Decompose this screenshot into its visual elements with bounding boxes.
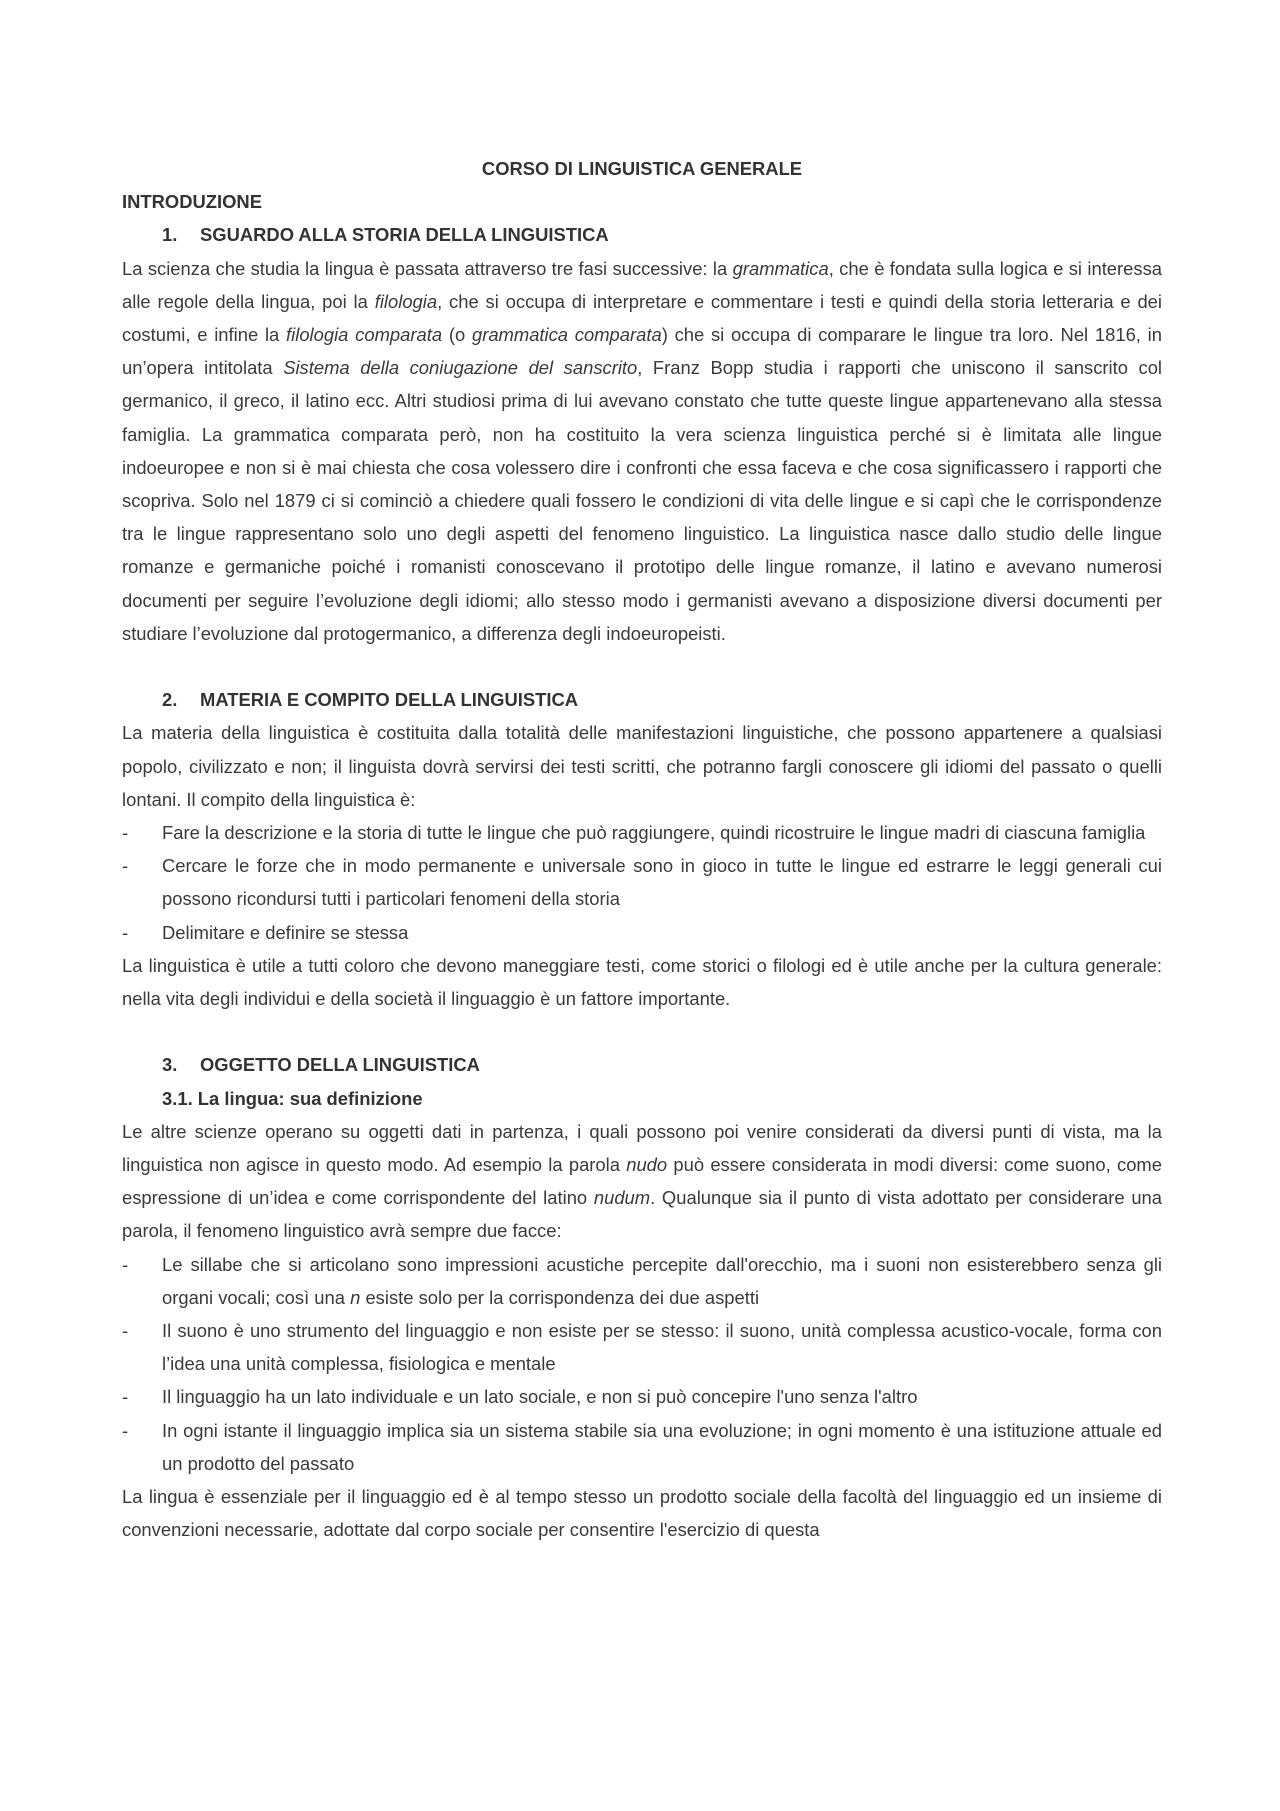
list-item-text: Il suono è uno strumento del linguaggio e non esiste per se stesso: il suono, unità complessa acustico-vocale, forma con l’idea una unità complessa, fisiologica e mentale	[162, 1320, 1162, 1375]
paragraph-oggetto	[122, 1115, 1162, 1248]
section-heading-1	[122, 218, 1162, 251]
list-item	[122, 916, 1162, 949]
dash-marker: -	[122, 822, 129, 844]
section-title: MATERIA E COMPITO DELLA LINGUISTICA	[200, 689, 579, 711]
italic-term: Sistema della coniugazione del sanscrito	[283, 357, 638, 379]
section-number: 3.	[162, 1054, 178, 1076]
paragraph-history	[122, 252, 1162, 650]
list-item	[122, 1248, 1162, 1314]
text-run: Le altre scienze operano su oggetti dati in partenza, i quali possono poi venire considerati da diversi punti di vista, ma la linguistica non agisce in questo modo. Ad esempio la parola	[122, 1120, 1162, 1176]
list-item	[122, 1380, 1162, 1413]
section-heading-2	[122, 683, 1162, 716]
compiti-list	[122, 816, 1162, 949]
text-run: ) che si occupa di comparare le lingue tra loro. Nel 1816, in un’opera intitolata	[122, 324, 1162, 379]
intro-heading: INTRODUZIONE	[122, 191, 262, 213]
italic-term: n	[350, 1286, 361, 1308]
text-run: , Franz Bopp studia i rapporti che uniscono il sanscrito col germanico, il greco, il latino ecc. Altri studiosi prima di lui avevano constato che tutte queste lingue appartenevano alla stessa famiglia. La grammatica comparata però, non ha costituito la vera scienza linguistica perché si è limitata alle lingue indoeuropee e non si è mai chiesta che cosa volessero dire i confronti che essa faceva e che cosa significassero i rapporti che scopriva. Solo nel 1879 ci si cominciò a chiedere quali fossero le condizioni di vita delle lingue e si capì che le corrispondenze tra le lingue rappresentano solo uno degli aspetti del fenomeno linguistico. La linguistica nasce dallo studio delle lingue romanze e germaniche poiché i romanisti conoscevano il prototipo delle lingue romanze, il latino e avevano numerosi documenti per seguire l’evoluzione degli idiomi; allo stesso modo i germanisti avevano a disposizione diversi documenti per studiare l’evoluzione dal protogermanico, a differenza degli indoeuropeisti.	[122, 357, 1163, 644]
text-run: La scienza che studia la lingua è passata attraverso tre fasi successive: la	[122, 257, 733, 279]
dash-marker: -	[122, 1253, 129, 1275]
italic-term: nudo	[626, 1154, 668, 1176]
dash-marker: -	[122, 921, 129, 943]
italic-term: nudum	[593, 1187, 651, 1209]
list-item-text: Il linguaggio ha un lato individuale e un lato sociale, e non si può concepire l'uno senza l'altro	[162, 1386, 918, 1408]
section-number: 2.	[162, 689, 178, 711]
list-item-text: In ogni istante il linguaggio implica sia un sistema stabile sia una evoluzione; in ogni momento è una istituzione attuale ed un prodotto del passato	[162, 1419, 1162, 1474]
dash-marker: -	[122, 1320, 129, 1342]
text-run: (o	[442, 324, 472, 346]
list-item-text: Le sillabe che si articolano sono impressioni acustiche percepite dall'orecchio, ma i suoni non esisterebbero senza gli organi vocali; così una	[162, 1253, 1162, 1308]
text-run: . Qualunque sia il punto di vista adottato per considerare una parola, il fenomeno linguistico avrà sempre due facce:	[122, 1187, 1162, 1242]
spacer	[122, 1015, 1162, 1048]
dash-marker: -	[122, 1386, 129, 1408]
spacer	[122, 650, 1162, 683]
list-item	[122, 1414, 1162, 1480]
italic-term: filologia comparata	[286, 324, 443, 346]
list-item	[122, 1314, 1162, 1380]
paragraph-materia: La materia della linguistica è costituita dalla totalità delle manifestazioni linguistiche, che possono appartenere a qualsiasi popolo, civilizzato e non; il linguista dovrà servirsi dei testi scritti, che potranno fargli conoscere gli idiomi del passato o quelli lontani. Il compito della linguistica è:	[122, 722, 1162, 810]
subsection-heading-3-1: 3.1. La lingua: sua definizione	[162, 1087, 423, 1109]
section-heading-3	[122, 1048, 1162, 1081]
list-item-text: Delimitare e definire se stessa	[162, 921, 409, 943]
text-run: , che si occupa di interpretare e commentare i testi e quindi della storia letteraria e dei costumi, e infine la	[122, 290, 1162, 346]
facce-list	[122, 1248, 1162, 1480]
paragraph-utilita: La linguistica è utile a tutti coloro che devono maneggiare testi, come storici o filologi ed è utile anche per la cultura generale: nella vita degli individui e della società il linguaggio è un fattore importante.	[122, 954, 1162, 1010]
italic-term: grammatica	[732, 257, 829, 279]
italic-term: grammatica comparata	[471, 324, 662, 346]
paragraph-lingua: La lingua è essenziale per il linguaggio ed è al tempo stesso un prodotto sociale della facoltà del linguaggio ed un insieme di convenzioni necessarie, adottate dal corpo sociale per consentire l'esercizio di questa	[122, 1486, 1162, 1541]
list-item-text: Cercare le forze che in modo permanente e universale sono in gioco in tutte le lingue ed estrarre le leggi generali cui possono ricondursi tutti i particolari fenomeni della storia	[162, 855, 1162, 910]
text-run: , che è fondata sulla logica e si interessa alle regole della lingua, poi la	[122, 257, 1163, 312]
italic-term: filologia	[374, 290, 438, 312]
dash-marker: -	[122, 855, 129, 877]
list-item-text: esiste solo per la corrispondenza dei due aspetti	[360, 1286, 760, 1308]
list-item	[122, 849, 1162, 915]
list-item-text: Fare la descrizione e la storia di tutte le lingue che può raggiungere, quindi ricostruire le lingue madri di ciascuna famiglia	[162, 822, 1146, 844]
section-title: OGGETTO DELLA LINGUISTICA	[200, 1054, 480, 1076]
text-run: può essere considerata in modi diversi: come suono, come espressione di un’idea e come corrispondente del latino	[122, 1154, 1162, 1209]
list-item	[122, 816, 1162, 849]
section-number: 1.	[162, 224, 178, 246]
dash-marker: -	[122, 1419, 129, 1441]
document-title: CORSO DI LINGUISTICA GENERALE	[481, 158, 803, 179]
section-title: SGUARDO ALLA STORIA DELLA LINGUISTICA	[200, 224, 609, 246]
